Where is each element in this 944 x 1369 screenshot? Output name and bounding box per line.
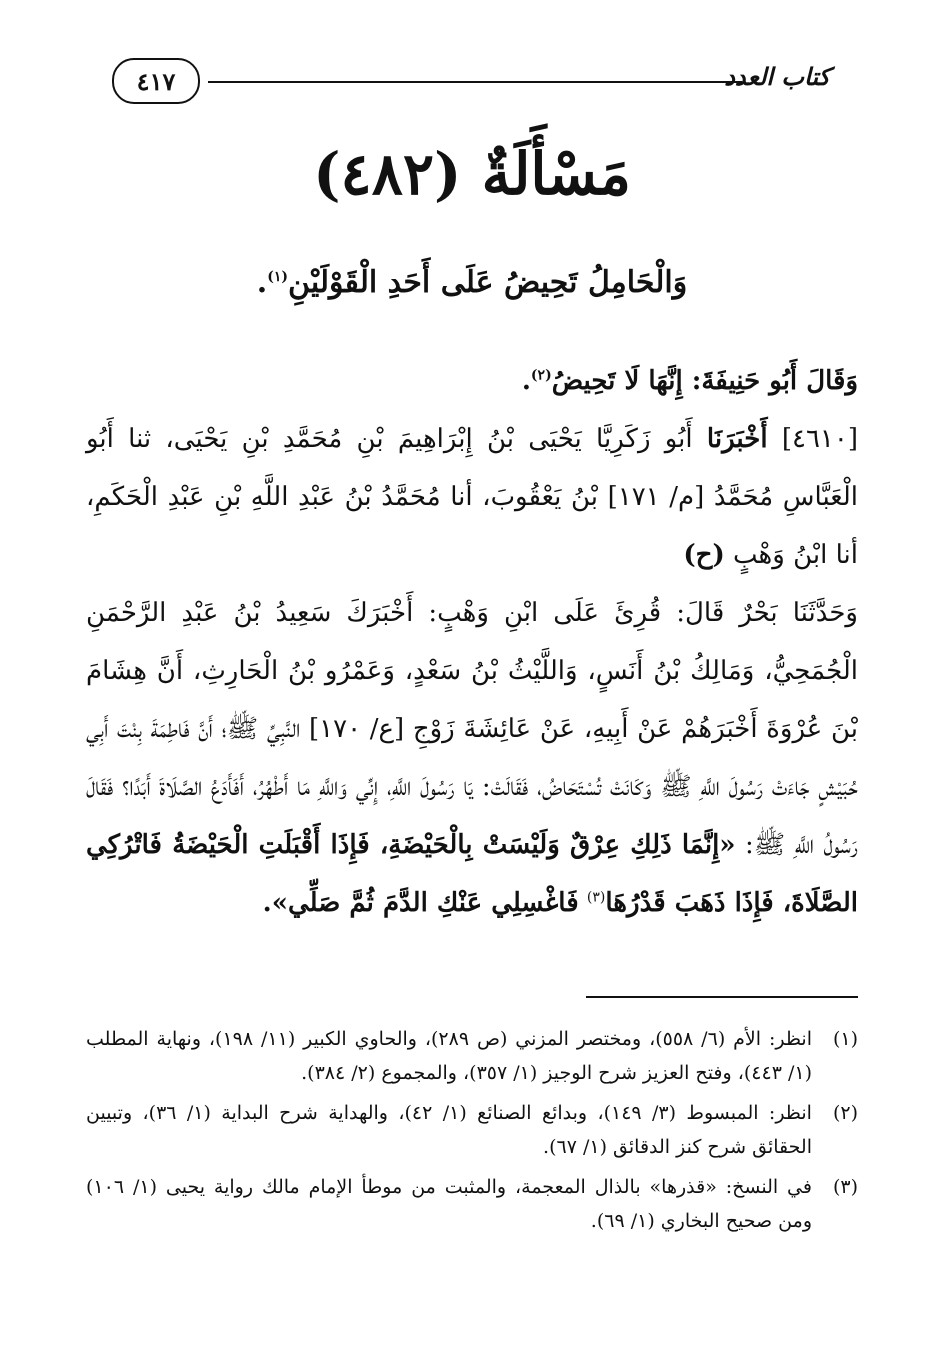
main-text <box>86 352 858 932</box>
page-header <box>112 58 830 108</box>
footnote-number: (٣) <box>832 1176 858 1198</box>
paragraph-isnad-1 <box>86 410 858 584</box>
hadith-quote-part-2: فَاغْسِلِي عَنْكِ الدَّمَ ثُمَّ صَلِّي». <box>262 888 579 918</box>
hadith-quote-part-1: «إِنَّمَا ذَلِكِ عِرْقٌ وَلَيْسَتْ بِالْحَيْضَةِ، فَإِذَا أَقْبَلَتِ الْحَيْضَةُ فَاتْرُكِي الصَّلَاةَ، فَإِذَا ذَهَبَ قَدْرُهَا <box>86 830 858 918</box>
isnad-text: أَبُو زَكَرِيَّا يَحْيَى بْنُ إِبْرَاهِيمَ بْنِ مُحَمَّدِ بْنِ يَحْيَى، ثنا أَبُو الْعَبَّاسِ مُحَمَّدُ [م/ ١٧١] بْنُ يَعْقُوبَ، أنا مُحَمَّدُ بْنُ عَبْدِ اللَّهِ بْنِ عَبْدِ الْحَكَمِ، أنا ابْنُ وَهْبٍ <box>86 424 858 570</box>
issue-title: مَسْأَلَةٌ (٤٨٢) <box>313 140 631 208</box>
tahwil-mark: (ح) <box>683 540 725 570</box>
footnote-ref-3: (٣) <box>586 889 606 906</box>
footnotes <box>86 1022 858 1244</box>
running-book-title: كتاب العدد <box>724 62 830 91</box>
page-number: ٤١٧ <box>112 58 200 104</box>
issue-subtitle-text: وَالْحَامِلُ تَحِيضُ عَلَى أَحَدِ الْقَوْلَيْنِ <box>288 265 688 300</box>
narration-keyword: أَخْبَرَنَا <box>706 424 768 454</box>
narration-number: [٤٦١٠] <box>781 424 859 454</box>
footnote-item <box>86 1170 858 1238</box>
footnote-number: (١) <box>832 1028 858 1050</box>
footnote-separator <box>586 996 858 998</box>
footnote-text: انظر: الأم (٦/ ٥٥٨)، ومختصر المزني (ص ٢٨٩)، والحاوي الكبير (١١/ ١٩٨)، ونهاية المطلب (١/ ٤٤٣)، وفتح العزيز شرح الوجيز (١/ ٣٥٧)، والمجموع (٢/ ٣٨٤). <box>86 1028 812 1084</box>
footnote-ref-2: (٢) <box>530 367 552 384</box>
footnote-item <box>86 1096 858 1164</box>
footnote-item <box>86 1022 858 1090</box>
hadith-isnad-text: وَحَدَّثَنَا بَحْرٌ قَالَ: قُرِئَ عَلَى ابْنِ وَهْبٍ: أَخْبَرَكَ سَعِيدُ بْنُ عَبْدِ الرَّحْمَنِ الْجُمَحِيُّ، وَمَالِكُ بْنُ أَنَسٍ، وَاللَّيْثُ بْنُ سَعْدٍ، وَعَمْرُو بْنُ الْحَارِثِ، أَنَّ هِشَامَ بْنَ عُرْوَةَ أَخْبَرَهُمْ عَنْ أَبِيهِ، عَنْ عَائِشَةَ زَوْجِ [ع/ ١٧٠] النَّبِيِّ ﷺ؛ أَنَّ فَاطِمَةَ بِنْتَ أَبِي حُبَيْشٍ جَاءَتْ رَسُولَ اللَّهِ ﷺ وَكَانَتْ تُسْتَحَاضُ، فَقَالَتْ: يَا رَسُولَ اللَّهِ، إِنِّي وَاللَّهِ مَا أَطْهُرُ، أَفَأَدَعُ الصَّلَاةَ أَبَدًا؟ فَقَالَ رَسُولُ اللَّهِ ﷺ: <box>86 598 859 860</box>
paragraph-abu-hanifa: وَقَالَ أَبُو حَنِيفَةَ: إِنَّهَا لَا تَحِيضُ$^{(٢)}$. <box>521 366 858 396</box>
issue-subtitle: وَالْحَامِلُ تَحِيضُ عَلَى أَحَدِ الْقَوْلَيْنِ$^{(١)}$. <box>256 265 688 300</box>
footnote-text: انظر: المبسوط (٣/ ١٤٩)، وبدائع الصنائع (١/ ٤٢)، والهداية شرح البداية (١/ ٣٦)، وتبيين الحقائق شرح كنز الدقائق (١/ ٦٧). <box>86 1102 812 1158</box>
footnote-ref-1: (١) <box>267 269 289 285</box>
footnote-text: في النسخ: «قذرها» بالذال المعجمة، والمثبت من موطأ الإمام مالك رواية يحيى (١/ ١٠٦) ومن صحيح البخاري (١/ ٦٩). <box>86 1176 812 1232</box>
paragraph-hadith <box>86 584 858 932</box>
header-rule <box>208 81 742 83</box>
abu-hanifa-statement: وَقَالَ أَبُو حَنِيفَةَ: إِنَّهَا لَا تَحِيضُ <box>551 366 858 396</box>
footnote-number: (٢) <box>832 1102 858 1124</box>
